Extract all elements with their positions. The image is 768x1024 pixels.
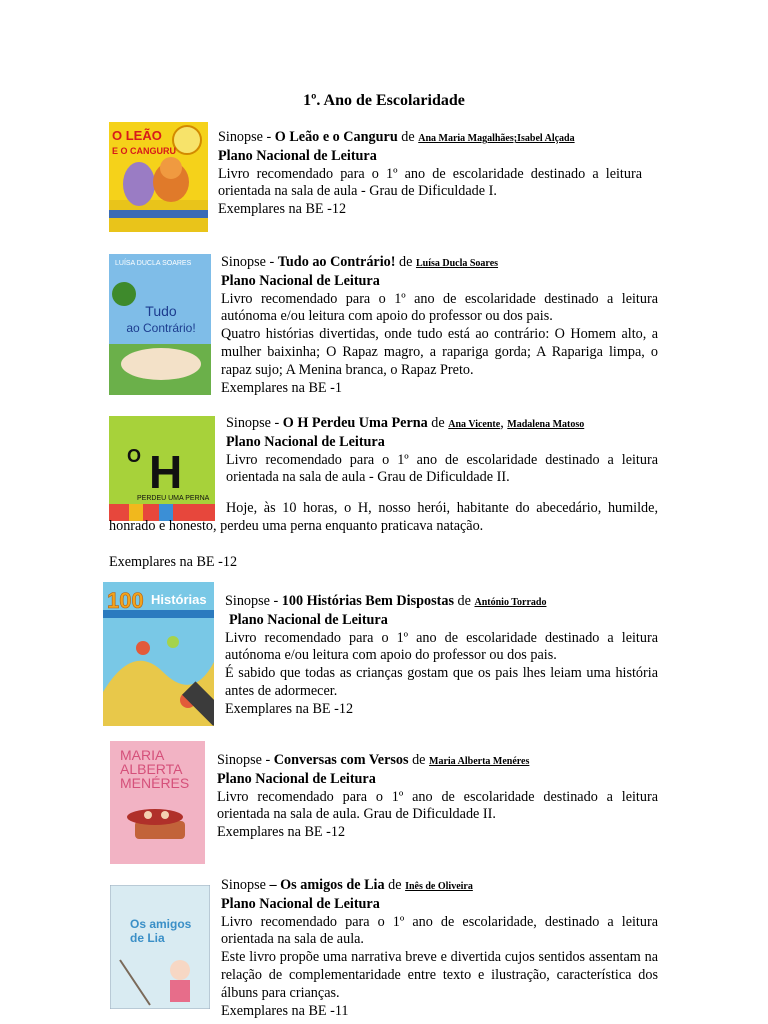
copies-count: Exemplares na BE -1 [221, 379, 342, 396]
copies-count: Exemplares na BE -12 [218, 201, 347, 218]
svg-text:Histórias: Histórias [151, 592, 207, 607]
author-link[interactable]: Luísa Ducla Soares [415, 258, 499, 269]
svg-text:O LEÃO: O LEÃO [112, 128, 162, 143]
description: Livro recomendado para o 1º ano de escolaridade destinado a leitura orientada na sala de aula - Grau de Dificuldade II. [226, 451, 658, 486]
page-title: 1º. Ano de Escolaridade [303, 92, 465, 109]
svg-text:Os amigos: Os amigos [130, 917, 192, 931]
book-title: – Os amigos de Lia [269, 877, 385, 893]
book-cover-tudo-ao-contrario [109, 254, 211, 395]
book-entry-1: Sinopse - O Leão e o Canguru de Ana Maria Magalhães;Isabel Alçada Plano Nacional de Leitura Livro recomendado para o 1º ano de escolaridade destinado a leitura orientada na sala de aula - Grau de Dificuldade I. Exemplares na BE -12 [218, 129, 642, 218]
book-title: Conversas com Versos [273, 752, 409, 768]
book-title: O H Perdeu Uma Perna [282, 415, 428, 431]
book-entry-2: Sinopse - Tudo ao Contrário! de Luísa Ducla Soares Plano Nacional de Leitura Livro recomendado para o 1º ano de escolaridade destinado a leitura autónoma e/ou leitura com apoio do professor ou dos pais. Quatro histórias divertidas, onde tudo está ao contrário: O Homem alto, a mulher baixinha; O Rapaz magro, a rapariga gorda; A Rapariga limpa, o rapaz sujo; A Menina branca, o Rapaz Preto. Exemplares na BE -1 [221, 254, 658, 396]
pnl-label: Plano Nacional de Leitura [218, 147, 377, 164]
svg-text:E O CANGURU: E O CANGURU [112, 146, 177, 156]
book-cover-100-historias [103, 582, 214, 726]
description: Quatro histórias divertidas, onde tudo está ao contrário: O Homem alto, a mulher baixinha; O Rapaz magro, a rapariga gorda; A Rapariga limpa, o rapaz sujo; A Menina branca, o Rapaz Preto. [221, 326, 658, 378]
svg-text:O: O [127, 446, 142, 466]
description: Hoje, às 10 horas, o H, nosso herói, habitante do abecedário, humilde, honrado e honesto, perdeu uma perna enquanto praticava natação. [109, 500, 658, 534]
description: Livro recomendado para o 1º ano de escolaridade destinado a leitura orientada na sala de aula. Grau de Dificuldade II. [217, 788, 658, 823]
copies-count: Exemplares na BE -12 [109, 554, 238, 571]
pnl-label: Plano Nacional de Leitura [229, 611, 388, 628]
author-link[interactable]: Madalena Matoso [507, 419, 585, 430]
svg-text:MARIA: MARIA [120, 747, 165, 763]
description: Livro recomendado para o 1º ano de escolaridade destinado a leitura orientada na sala de aula - Grau de Dificuldade I. [218, 165, 642, 200]
author-link[interactable]: Ana Maria Magalhães;Isabel Alçada [418, 133, 575, 144]
copies-count: Exemplares na BE -11 [221, 1002, 349, 1019]
description: Livro recomendado para o 1º ano de escolaridade, destinado a leitura orientada na sala de aula. [221, 913, 658, 948]
svg-text:ALBERTA: ALBERTA [120, 761, 183, 777]
book-entry-6: Sinopse – Os amigos de Lia de Inês de Oliveira Plano Nacional de Leitura Livro recomendado para o 1º ano de escolaridade, destinado a leitura orientada na sala de aula. Este livro propõe uma narrativa breve e divertida cujos sentidos assentam na relação de complementaridade entre texto e ilustração, característica dos álbuns para crianças. Exemplares na BE -11 [221, 877, 658, 1019]
pnl-label: Plano Nacional de Leitura [221, 272, 380, 289]
description: É sabido que todas as crianças gostam que os pais lhes leiam uma história antes de adormecer. [225, 665, 658, 699]
book-cover-os-amigos-de-lia [110, 885, 210, 1009]
book-cover-conversas-com-versos [110, 741, 205, 864]
book-cover-o-leao-e-o-canguru [109, 122, 208, 232]
book-title: Tudo ao Contrário! [277, 254, 396, 270]
svg-text:de Lia: de Lia [130, 931, 165, 945]
book-entry-5: Sinopse - Conversas com Versos de Maria Alberta Menéres Plano Nacional de Leitura Livro recomendado para o 1º ano de escolaridade destinado a leitura orientada na sala de aula. Grau de Dificuldade II. Exemplares na BE -12 [217, 752, 658, 841]
svg-text:PERDEU UMA PERNA: PERDEU UMA PERNA [137, 495, 210, 502]
copies-count: Exemplares na BE -12 [217, 824, 346, 841]
description: Este livro propõe uma narrativa breve e divertida cujos sentidos assentam na relação de complementaridade entre texto e ilustração, característica dos álbuns para crianças. [221, 949, 658, 1001]
book-entry-3-copies [109, 540, 658, 586]
description: Livro recomendado para o 1º ano de escolaridade destinado a leitura autónoma e/ou leitura com apoio do professor ou dos pais. [225, 629, 658, 664]
pnl-label: Plano Nacional de Leitura [217, 770, 376, 787]
author-link[interactable]: Inês de Oliveira [405, 881, 473, 892]
book-entry-4: Sinopse - 100 Histórias Bem Dispostas de António Torrado Plano Nacional de Leitura Livro recomendado para o 1º ano de escolaridade destinado a leitura autónoma e/ou leitura com apoio do professor ou dos pais. É sabido que todas as crianças gostam que os pais lhes leiam uma história antes de adormecer. Exemplares na BE -12 [225, 593, 658, 717]
svg-text:100: 100 [107, 588, 144, 613]
svg-text:ao Contrário!: ao Contrário! [126, 321, 196, 335]
svg-text:Tudo: Tudo [145, 303, 177, 319]
author-link[interactable]: Maria Alberta Menéres [429, 756, 530, 767]
svg-text:MENÉRES: MENÉRES [120, 775, 190, 791]
book-title: 100 Histórias Bem Dispostas [281, 593, 454, 609]
svg-text:H: H [149, 446, 183, 498]
svg-text:LUÍSA DUCLA SOARES: LUÍSA DUCLA SOARES [115, 260, 192, 267]
book-title: O Leão e o Canguru [274, 129, 398, 145]
pnl-label: Plano Nacional de Leitura [221, 895, 380, 912]
description: Livro recomendado para o 1º ano de escolaridade destinado a leitura autónoma e/ou leitura com apoio do professor ou dos pais. [221, 290, 658, 325]
pnl-label: Plano Nacional de Leitura [226, 433, 385, 450]
author-link[interactable]: Ana Vicente [448, 419, 501, 430]
copies-count: Exemplares na BE -12 [225, 700, 354, 717]
author-link[interactable]: António Torrado [474, 597, 547, 608]
book-entry-3: Sinopse - O H Perdeu Uma Perna de Ana Vicente, Madalena Matoso Plano Nacional de Leitura Livro recomendado para o 1º ano de escolaridade destinado a leitura orientada na sala de aula - Grau de Dificuldade II. [226, 415, 658, 486]
